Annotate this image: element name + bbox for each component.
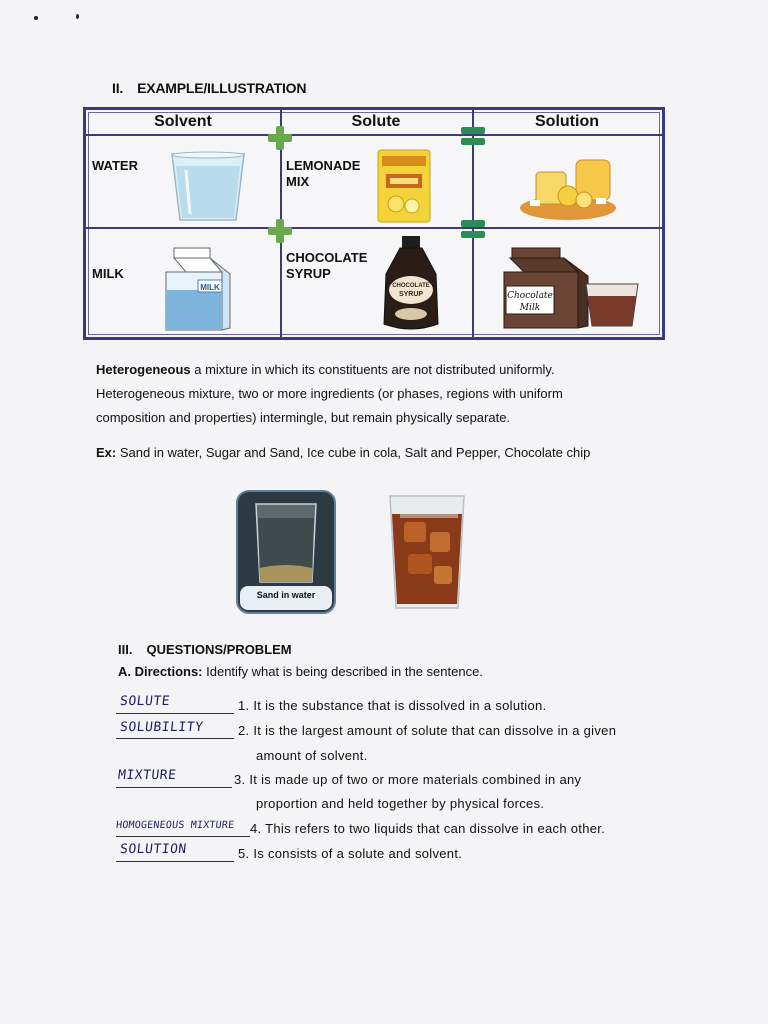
water-glass-image xyxy=(166,150,250,224)
question-3-continued: proportion and held together by physical forces. xyxy=(256,796,545,811)
lemonade-line-1: LEMONADE xyxy=(286,158,361,173)
examples-text: Sand in water, Sugar and Sand, Ice cube in cola, Salt and Pepper, Chocolate chip xyxy=(116,445,591,460)
scan-speck xyxy=(76,14,79,19)
header-solute: Solute xyxy=(351,113,401,130)
plus-icon xyxy=(268,127,292,151)
syrup-label-line-1: CHOCOLATE xyxy=(392,283,430,289)
table-divider xyxy=(86,134,662,136)
header-solvent: Solvent xyxy=(154,113,212,130)
lemonade-mix-image xyxy=(376,148,432,224)
table-divider xyxy=(86,227,662,229)
answer-1: SOLUTE xyxy=(119,694,171,709)
chocolate-milk-image xyxy=(502,240,644,330)
section-title: EXAMPLE/ILLUSTRATION xyxy=(137,80,307,96)
lemonade-solution-image xyxy=(516,150,620,222)
syrup-label-line-2: SYRUP xyxy=(398,291,424,298)
scan-speck xyxy=(34,16,38,20)
answer-3: MIXTURE xyxy=(117,768,178,783)
definition-line-2: Heterogeneous mixture, two or more ingredients (or phases, regions with uniform xyxy=(96,386,563,401)
plus-icon xyxy=(268,220,292,244)
answer-line-4 xyxy=(116,836,250,837)
section-number: II. xyxy=(112,80,124,96)
definition-line-3: composition and properties) intermingle, but remain physically separate. xyxy=(96,410,511,425)
equals-icon xyxy=(461,217,485,241)
chocolate-line-2: SYRUP xyxy=(286,266,331,281)
question-5: 5. Is consists of a solute and solvent. xyxy=(238,846,463,861)
chocolate-line-1: CHOCOLATE xyxy=(286,250,368,265)
answer-line-1 xyxy=(116,713,234,714)
directions-text: Identify what is being described in the sentence. xyxy=(202,664,483,679)
question-4: 4. This refers to two liquids that can dissolve in each other. xyxy=(250,821,606,836)
lemonade-line-2: MIX xyxy=(286,174,310,189)
example-table xyxy=(83,107,665,340)
milk-carton-text: MILK xyxy=(200,283,220,292)
examples-label: Ex: xyxy=(96,445,117,460)
section-heading-questions xyxy=(118,642,292,657)
definition-line-1: a mixture in which its constituents are not distributed uniformly. xyxy=(190,362,555,377)
section-title: QUESTIONS/PROBLEM xyxy=(146,642,292,657)
answer-2: SOLUBILITY xyxy=(119,720,205,735)
answer-line-5 xyxy=(116,861,234,862)
question-3: 3. It is made up of two or more materials combined in any xyxy=(234,772,582,787)
milk-carton-image xyxy=(160,244,238,334)
image-caption: Sand in water xyxy=(256,590,316,600)
choc-milk-text-2: Milk xyxy=(519,303,541,313)
directions-label: A. Directions: xyxy=(118,664,203,679)
solvent-milk-label: MILK xyxy=(92,266,124,281)
ice-in-cola-image xyxy=(386,492,468,612)
answer-line-3 xyxy=(116,787,232,788)
choc-milk-text-1: Chocolate xyxy=(507,291,553,301)
answer-5: SOLUTION xyxy=(119,842,188,857)
directions xyxy=(118,664,483,679)
section-heading-examples xyxy=(112,80,306,96)
question-2-continued: amount of solvent. xyxy=(256,748,368,763)
heterogeneous-examples xyxy=(96,441,666,465)
equals-icon xyxy=(461,124,485,148)
question-2: 2. It is the largest amount of solute that can dissolve in a given xyxy=(238,723,617,738)
heterogeneous-term: Heterogeneous xyxy=(96,362,191,377)
question-1: 1. It is the substance that is dissolved in a solution. xyxy=(238,698,547,713)
answer-line-2 xyxy=(116,738,234,739)
solvent-water-label: WATER xyxy=(92,158,138,173)
solute-lemonade-label xyxy=(286,158,360,190)
solute-chocolate-label xyxy=(286,250,367,282)
heterogeneous-definition xyxy=(96,358,666,430)
answer-4: HOMOGENEOUS MIXTURE xyxy=(115,820,235,831)
section-number: III. xyxy=(118,642,133,657)
header-solution: Solution xyxy=(535,113,599,130)
chocolate-syrup-image xyxy=(378,234,444,334)
